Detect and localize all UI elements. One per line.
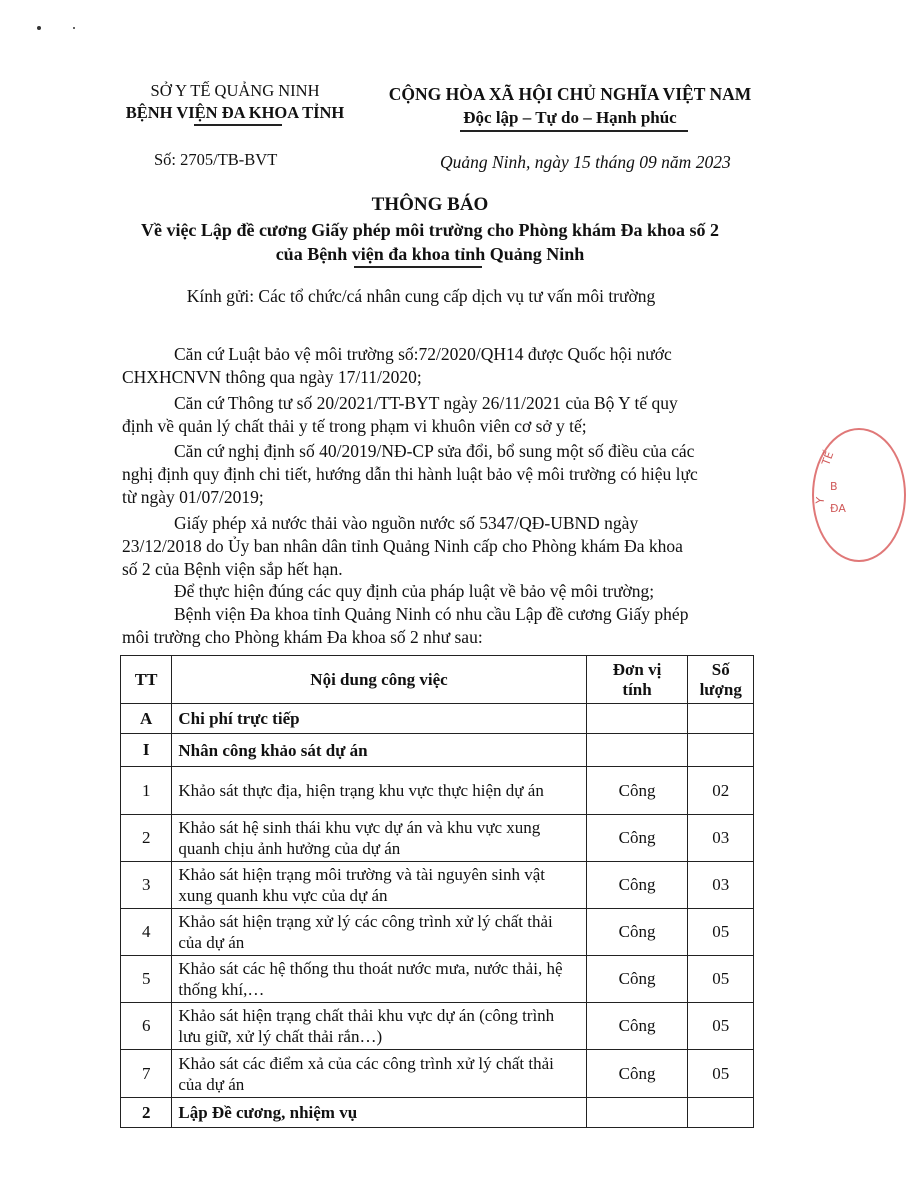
notice-subject-line1: Về việc Lập đề cương Giấy phép môi trường cho Phòng khám Đa khoa số 2 xyxy=(140,220,720,240)
table-row xyxy=(121,1003,754,1050)
paragraph-text: Giấy phép xả nước thải vào nguồn nước số 5347/QĐ-UBND ngày xyxy=(174,513,639,533)
stamp-text: ĐA xyxy=(830,502,846,515)
national-header xyxy=(370,82,770,130)
paragraph-text: Căn cứ Luật bảo vệ môi trường số:72/2020/QH14 được Quốc hội nước xyxy=(174,344,672,364)
recipient-line: Kính gửi: Các tổ chức/cá nhân cung cấp dịch vụ tư vấn môi trường xyxy=(186,286,656,306)
table-header-row xyxy=(121,656,754,704)
org-parent: SỞ Y TẾ QUẢNG NINH xyxy=(150,81,320,100)
paragraph-text: Căn cứ nghị định số 40/2019/NĐ-CP sửa đổi, bổ sung một số điều của các xyxy=(174,441,695,461)
cell-unit: Công xyxy=(586,956,688,1003)
paragraph-permit xyxy=(122,512,762,581)
paragraph-request xyxy=(122,603,762,649)
title-underline xyxy=(354,266,482,268)
stamp-text: TẾ xyxy=(819,449,837,468)
table-row xyxy=(121,1098,754,1128)
cell-content: Khảo sát thực địa, hiện trạng khu vực thực hiện dự án xyxy=(172,767,586,815)
cell-qty: 03 xyxy=(688,862,754,909)
org-underline xyxy=(194,124,282,126)
cell-tt: A xyxy=(121,704,172,734)
cell-qty: 03 xyxy=(688,815,754,862)
cell-content: Khảo sát hệ sinh thái khu vực dự án và khu vực xung quanh chịu ảnh hưởng của dự án xyxy=(172,815,586,862)
official-stamp-fragment xyxy=(812,428,906,562)
cell-tt: 7 xyxy=(121,1050,172,1098)
table-row xyxy=(121,909,754,956)
paragraph-text: từ ngày 01/07/2019; xyxy=(122,487,264,507)
col-header-qty-line2: lượng xyxy=(699,679,742,699)
cell-content: Nhân công khảo sát dự án xyxy=(172,734,586,767)
cell-unit xyxy=(586,704,688,734)
cell-content: Chi phí trực tiếp xyxy=(172,704,586,734)
cell-tt: 2 xyxy=(121,815,172,862)
cell-content: Lập Đề cương, nhiệm vụ xyxy=(172,1098,586,1128)
cell-tt: I xyxy=(121,734,172,767)
paragraph-text: CHXHCNVN thông qua ngày 17/11/2020; xyxy=(122,367,422,387)
motto-underline xyxy=(460,130,688,132)
place-and-date: Quảng Ninh, ngày 15 tháng 09 năm 2023 xyxy=(440,152,731,172)
paragraph-text: Căn cứ Thông tư số 20/2021/TT-BYT ngày 26/11/2021 của Bộ Y tế quy xyxy=(174,393,678,413)
table-row xyxy=(121,862,754,909)
table-row xyxy=(121,1050,754,1098)
col-header-content: Nội dung công việc xyxy=(172,656,586,704)
notice-subject-line2: của Bệnh viện đa khoa tỉnh Quảng Ninh xyxy=(275,244,585,264)
cell-qty xyxy=(688,734,754,767)
cell-unit: Công xyxy=(586,767,688,815)
notice-title-block xyxy=(80,192,780,266)
scan-speck xyxy=(37,26,41,30)
stamp-text: B xyxy=(830,480,838,493)
paragraph-text: Bệnh viện Đa khoa tỉnh Quảng Ninh có nhu cầu Lập đề cương Giấy phép xyxy=(174,604,689,624)
cell-unit: Công xyxy=(586,815,688,862)
table-body xyxy=(121,704,754,1128)
cell-qty: 05 xyxy=(688,1050,754,1098)
col-header-unit xyxy=(586,656,688,704)
cell-unit xyxy=(586,734,688,767)
notice-heading: THÔNG BÁO xyxy=(371,194,489,215)
cell-qty: 05 xyxy=(688,1003,754,1050)
cell-tt: 2 xyxy=(121,1098,172,1128)
cell-unit: Công xyxy=(586,909,688,956)
stamp-text: Y xyxy=(813,496,828,505)
cell-content: Khảo sát hiện trạng môi trường và tài nguyên sinh vật xung quanh khu vực của dự án xyxy=(172,862,586,909)
cell-tt: 3 xyxy=(121,862,172,909)
col-header-tt: TT xyxy=(121,656,172,704)
paragraph-legal-basis-1 xyxy=(122,343,762,389)
paragraph-text: môi trường cho Phòng khám Đa khoa số 2 như sau: xyxy=(122,627,483,647)
cell-content: Khảo sát hiện trạng xử lý các công trình xử lý chất thải của dự án xyxy=(172,909,586,956)
paragraph-text: nghị định quy định chi tiết, hướng dẫn thi hành luật bảo vệ môi trường có hiệu lực xyxy=(122,464,698,484)
cell-qty: 05 xyxy=(688,909,754,956)
col-header-qty xyxy=(688,656,754,704)
paragraph-legal-basis-2 xyxy=(122,392,762,438)
cell-qty: 05 xyxy=(688,956,754,1003)
paragraph-text: định về quản lý chất thải y tế trong phạm vi khuôn viên cơ sở y tế; xyxy=(122,416,587,436)
cell-qty xyxy=(688,704,754,734)
paragraph-text: số 2 của Bệnh viện sắp hết hạn. xyxy=(122,559,343,579)
table-row xyxy=(121,734,754,767)
cell-tt: 1 xyxy=(121,767,172,815)
col-header-unit-line2: tính xyxy=(622,679,652,699)
org-name: BỆNH VIỆN ĐA KHOA TỈNH xyxy=(125,103,345,122)
cell-qty: 02 xyxy=(688,767,754,815)
cell-unit: Công xyxy=(586,862,688,909)
table-row xyxy=(121,956,754,1003)
cell-content: Khảo sát các điểm xả của các công trình xử lý chất thải của dự án xyxy=(172,1050,586,1098)
table-row xyxy=(121,767,754,815)
table-row xyxy=(121,704,754,734)
paragraph-legal-basis-3 xyxy=(122,440,762,509)
cell-content: Khảo sát các hệ thống thu thoát nước mưa, nước thải, hệ thống khí,… xyxy=(172,956,586,1003)
cell-unit: Công xyxy=(586,1050,688,1098)
country-name: CỘNG HÒA XÃ HỘI CHỦ NGHĨA VIỆT NAM xyxy=(388,84,752,104)
cell-content: Khảo sát hiện trạng chất thải khu vực dự án (công trình lưu giữ, xử lý chất thải rắn…) xyxy=(172,1003,586,1050)
work-items-table xyxy=(120,655,754,1128)
issuing-authority xyxy=(100,80,370,124)
col-header-qty-line1: Số xyxy=(711,659,730,679)
national-motto: Độc lập – Tự do – Hạnh phúc xyxy=(463,108,677,127)
table-row xyxy=(121,815,754,862)
cell-tt: 6 xyxy=(121,1003,172,1050)
scan-speck xyxy=(73,27,75,29)
cell-tt: 5 xyxy=(121,956,172,1003)
cell-tt: 4 xyxy=(121,909,172,956)
document-number: Số: 2705/TB-BVT xyxy=(154,150,278,169)
paragraph-purpose xyxy=(122,580,762,603)
col-header-unit-line1: Đơn vị xyxy=(612,659,662,679)
paragraph-text: Để thực hiện đúng các quy định của pháp luật về bảo vệ môi trường; xyxy=(174,581,655,601)
cell-unit xyxy=(586,1098,688,1128)
cell-unit: Công xyxy=(586,1003,688,1050)
cell-qty xyxy=(688,1098,754,1128)
paragraph-text: 23/12/2018 do Ủy ban nhân dân tỉnh Quảng Ninh cấp cho Phòng khám Đa khoa xyxy=(122,536,683,556)
